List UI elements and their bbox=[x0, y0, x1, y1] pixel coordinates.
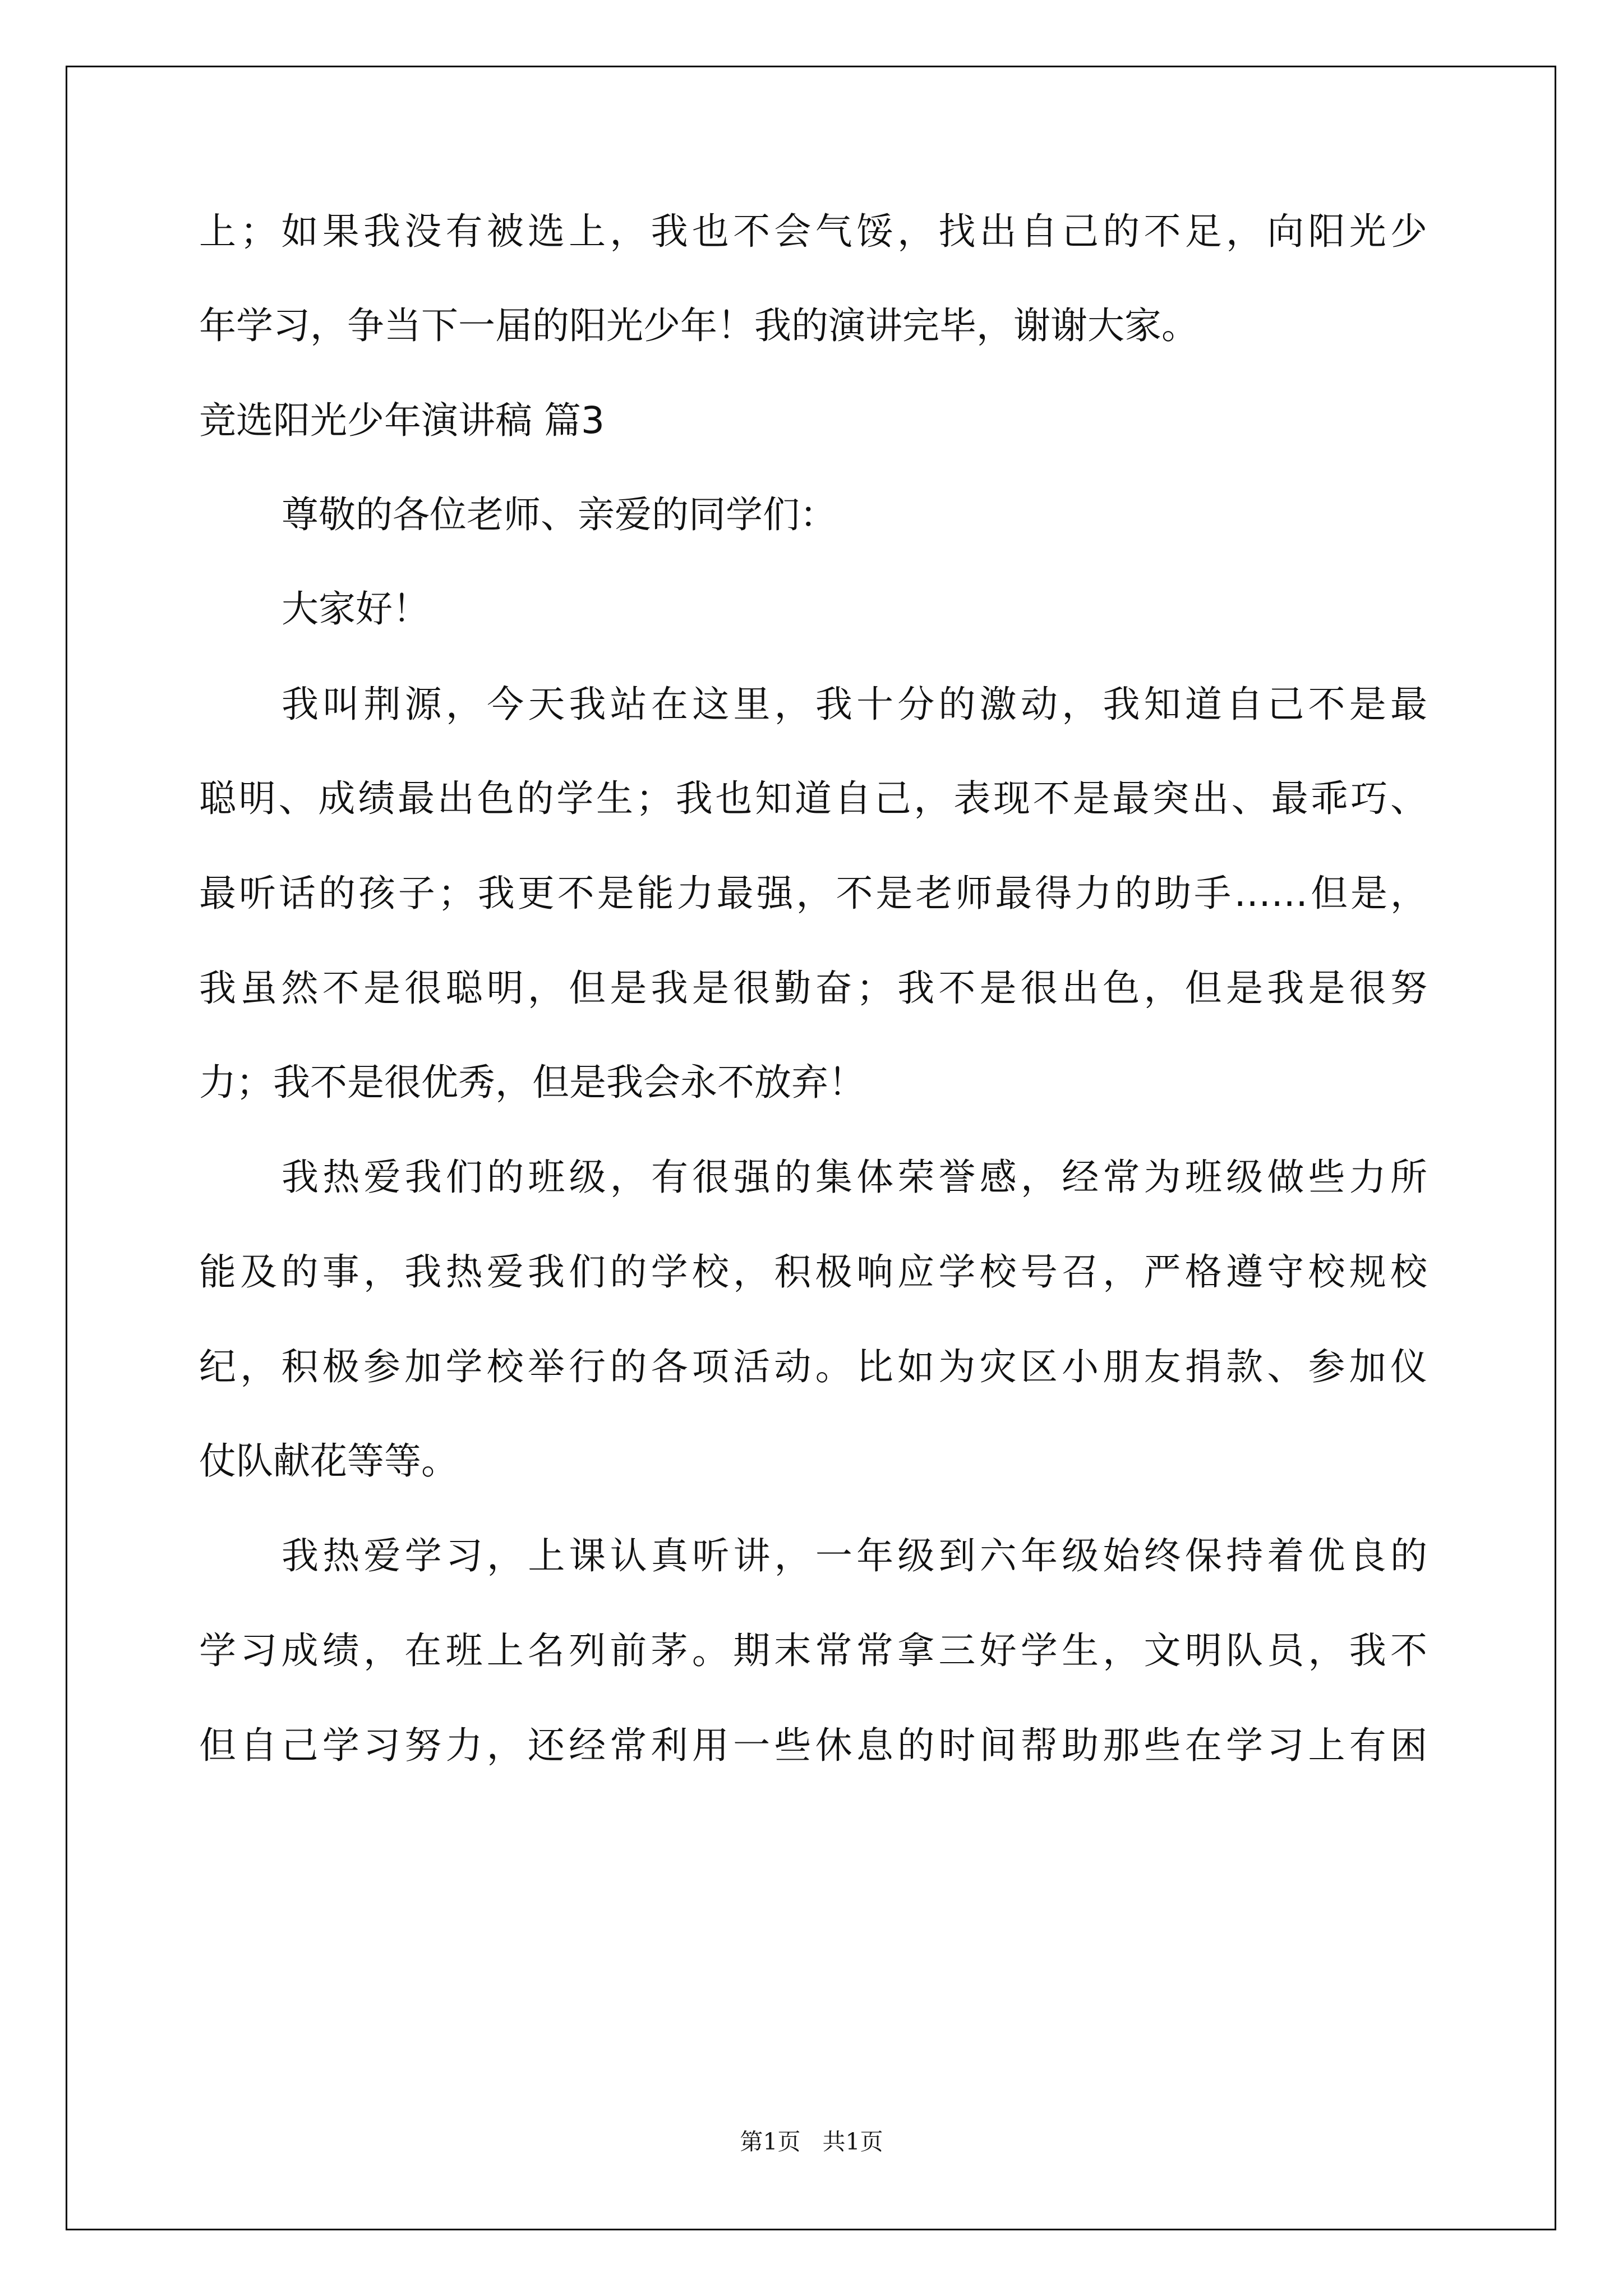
paragraph-line: 上；如果我没有被选上，我也不会气馁，找出自己的不足，向阳光少 bbox=[199, 210, 1427, 253]
paragraph-line: 能及的事，我热爱我们的学校，积极响应学校号召，严格遵守校规校 bbox=[199, 1250, 1427, 1294]
paragraph-line: 聪明、成绩最出色的学生；我也知道自己，表现不是最突出、最乖巧、 bbox=[199, 777, 1427, 820]
paragraph-line: 纪，积极参加学校举行的各项活动。比如为灾区小朋友捐款、参加仪 bbox=[199, 1345, 1427, 1388]
paragraph-line: 我叫荆源，今天我站在这里，我十分的激动，我知道自己不是最 bbox=[282, 683, 1427, 726]
paragraph-line: 但自己学习努力，还经常利用一些休息的时间帮助那些在学习上有困 bbox=[199, 1724, 1427, 1767]
paragraph-line: 年学习，争当下一届的阳光少年！我的演讲完毕，谢谢大家。 bbox=[199, 304, 1198, 347]
paragraph-line: 学习成绩，在班上名列前茅。期末常常拿三好学生，文明队员，我不 bbox=[199, 1629, 1427, 1672]
paragraph-line: 我热爱我们的班级，有很强的集体荣誉感，经常为班级做些力所 bbox=[282, 1156, 1427, 1199]
paragraph-line: 我热爱学习，上课认真听讲，一年级到六年级始终保持着优良的 bbox=[282, 1534, 1427, 1577]
greeting: 大家好！ bbox=[282, 587, 430, 631]
paragraph-line: 力；我不是很优秀，但是我会永不放弃！ bbox=[199, 1061, 865, 1104]
paragraph-line: 最听话的孩子；我更不是能力最强，不是老师最得力的助手……但是， bbox=[199, 872, 1427, 915]
salutation: 尊敬的各位老师、亲爱的同学们： bbox=[282, 493, 837, 536]
section-heading: 竞选阳光少年演讲稿 篇3 bbox=[199, 399, 605, 442]
page-border bbox=[66, 66, 1556, 2230]
paragraph-line: 仗队献花等等。 bbox=[199, 1439, 458, 1483]
page-footer: 第1页 共1页 bbox=[740, 2128, 883, 2155]
paragraph-line: 我虽然不是很聪明，但是我是很勤奋；我不是很出色，但是我是很努 bbox=[199, 967, 1427, 1010]
